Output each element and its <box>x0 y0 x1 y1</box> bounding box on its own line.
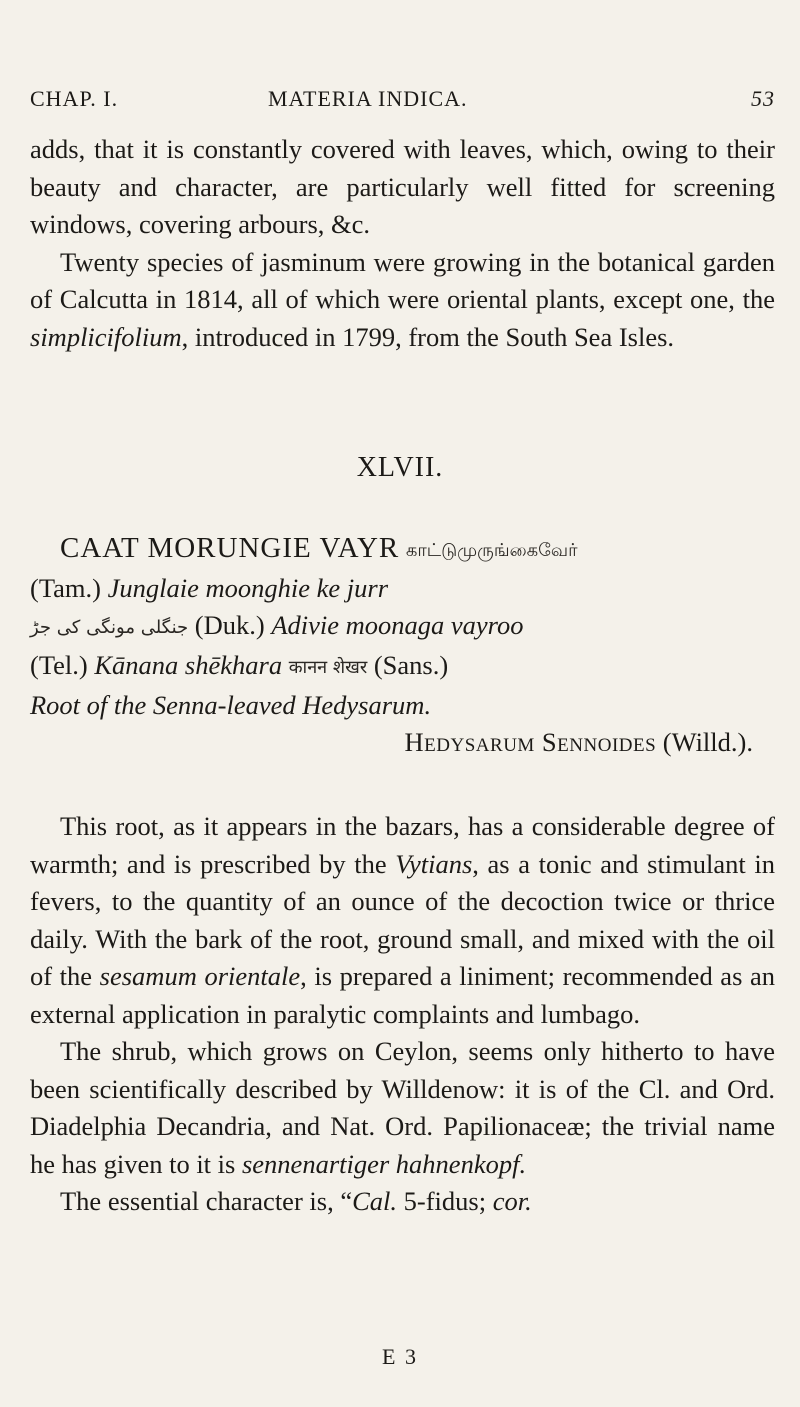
paragraph-1-text: adds, that it is constantly covered with leaves, which, owing to their beauty and character, are particularly well fitted for screening windows, covering arbours, &c. <box>30 134 775 239</box>
page-number: 53 <box>751 86 775 111</box>
trivial-name-italic: sennenartiger hahnenkopf. <box>241 1148 527 1179</box>
tam-label: (Tam.) <box>30 572 101 603</box>
paragraph-2-text-a: Twenty species of jasminum were growing in the botanical garden of Calcutta in 1814, all of which were oriental plants, except one, the <box>30 246 775 314</box>
paragraph-jasminum <box>30 244 775 357</box>
species-name-italic: simplicifolium <box>30 321 182 352</box>
body-text-bottom <box>30 808 775 1221</box>
paragraph-character <box>30 1183 775 1221</box>
paragraph-5-text-b: 5-fidus; <box>397 1186 493 1216</box>
tel-label: (Tel.) <box>30 649 88 680</box>
signature-mark: E 3 <box>382 1344 418 1369</box>
english-name: Root of the Senna-leaved Hedysarum. <box>30 689 432 720</box>
paragraph-3-text-c: , is prepared a liniment; recommended as an external application in paralytic complaints and lumbago. <box>30 961 775 1029</box>
paragraph-root <box>30 808 775 1033</box>
latin-name: Hedysarum Sennoides <box>404 727 657 758</box>
cal-italic: Cal. <box>352 1186 398 1216</box>
duk-label: (Duk.) <box>194 610 265 641</box>
running-title: MATERIA INDICA. <box>268 86 468 111</box>
paragraph-4-text-a: The shrub, which grows on Ceylon, seems only hitherto to have been scientifically described by Willdenow: it is of the Cl. and Ord. Diadelphia Decandria, and Nat. Ord. Papilionaceæ; the trivial name he has given to it is <box>30 1036 775 1179</box>
names-line-2 <box>30 570 775 608</box>
names-line-5 <box>30 687 775 725</box>
body-text-top <box>30 131 775 356</box>
duk-script: جنگلی مونگی کی جڑ <box>30 617 189 639</box>
names-line-1 <box>30 530 775 570</box>
tam-name: Junglaie moonghie ke jurr <box>107 572 389 603</box>
authority: (Willd.). <box>662 727 753 758</box>
names-line-3 <box>30 607 775 647</box>
paragraph-2-text-b: , introduced in 1799, from the South Sea Isles. <box>181 321 675 352</box>
sanskrit-script: कानन शेखर <box>288 657 368 679</box>
vytians-italic: Vytians <box>395 848 473 879</box>
vernacular-names-block <box>30 530 775 762</box>
paragraph-5-text-a: The essential character is, “ <box>60 1186 353 1216</box>
paragraph-3-text-b: , as a tonic and stimulant in fevers, to the quantity of an ounce of the decoction twice or thrice daily. With the bark of the root, ground small, and mixed with the oil of the <box>30 848 775 991</box>
main-name: CAAT MORUNGIE VAYR <box>60 532 400 564</box>
running-head <box>30 86 775 116</box>
names-line-6 <box>30 724 775 762</box>
sans-label: (Sans.) <box>373 649 449 680</box>
tel-name: Adivie moonaga vayroo <box>271 610 524 641</box>
cor-italic: cor. <box>492 1186 532 1216</box>
section-number: XLVII. <box>356 452 444 483</box>
paragraph-shrub <box>30 1033 775 1183</box>
sesamum-italic: sesamum orientale <box>99 961 301 991</box>
tamil-script: காட்டுமுருங்கைவேர் <box>405 540 578 562</box>
names-line-4 <box>30 647 775 687</box>
paragraph-continued <box>30 131 775 244</box>
chapter-label: CHAP. I. <box>30 86 119 111</box>
sans-name: Kānana shēkhara <box>94 649 283 680</box>
paragraph-3-text-a: This root, as it appears in the bazars, has a considerable degree of warmth; and is prescribed by the <box>30 811 775 879</box>
